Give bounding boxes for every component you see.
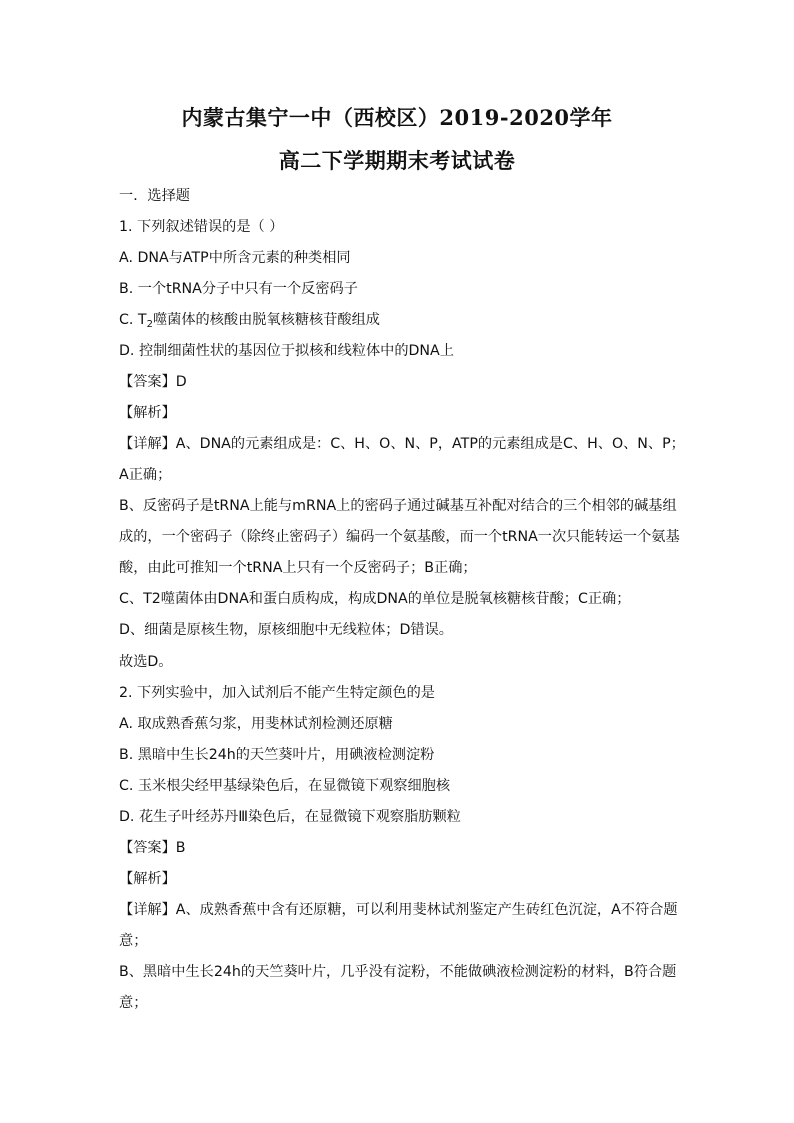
q2-explanation-line: 意； <box>119 995 148 1011</box>
q1-option-a: A. DNA与ATP中所含元素的种类相同 <box>119 250 351 266</box>
q2-option-c: C. 玉米根尖经甲基绿染色后，在显微镜下观察细胞核 <box>119 778 451 794</box>
q1-explanation-line: A正确； <box>119 467 172 483</box>
q1-analysis-heading: 【解析】 <box>119 405 176 421</box>
q2-stem: 2. 下列实验中，加入试剂后不能产生特定颜色的是 <box>119 685 435 701</box>
q1-answer: 【答案】D <box>119 374 187 390</box>
document-subtitle: 高二下学期期末考试试卷 <box>278 148 516 173</box>
q1-option-c-post: 噬菌体的核酸由脱氧核糖核苷酸组成 <box>152 312 380 328</box>
q1-stem: 1. 下列叙述错误的是（ ） <box>119 219 284 235</box>
q2-explanation-line: B、黑暗中生长24h的天竺葵叶片，几乎没有淀粉，不能做碘液检测淀粉的材料，B符合题 <box>119 964 677 980</box>
q1-explanation-line: B、反密码子是tRNA上能与mRNA上的密码子通过碱基互补配对结合的三个相邻的碱基组 <box>119 498 677 514</box>
q1-option-c <box>119 310 679 335</box>
q1-option-c-subscript: 2 <box>146 319 153 330</box>
q1-explanation-line: 成的，一个密码子（除终止密码子）编码一个氨基酸，而一个tRNA一次只能转运一个氨基 <box>119 529 680 545</box>
section-heading: 一．选择题 <box>119 188 190 204</box>
q1-explanation-line: C、T2噬菌体由DNA和蛋白质构成，构成DNA的单位是脱氧核糖核苷酸；C正确； <box>119 591 631 607</box>
q2-option-b: B. 黑暗中生长24h的天竺葵叶片，用碘液检测淀粉 <box>119 747 435 763</box>
q2-answer: 【答案】B <box>119 840 186 856</box>
q2-option-a: A. 取成熟香蕉匀浆，用斐林试剂检测还原糖 <box>119 716 393 732</box>
q2-option-d: D. 花生子叶经苏丹Ⅲ染色后，在显微镜下观察脂肪颗粒 <box>119 809 461 825</box>
q1-option-d: D. 控制细菌性状的基因位于拟核和线粒体中的DNA上 <box>119 343 454 359</box>
q2-analysis-heading: 【解析】 <box>119 871 176 887</box>
q2-explanation-line: 意； <box>119 933 148 949</box>
q1-explanation-line: 酸，由此可推知一个tRNA上只有一个反密码子；B正确； <box>119 560 477 576</box>
q1-option-b: B. 一个tRNA分子中只有一个反密码子 <box>119 281 358 297</box>
q1-option-c-pre: C. T <box>119 312 147 328</box>
q1-conclusion: 故选D。 <box>119 654 173 670</box>
q1-explanation-line: D、细菌是原核生物，原核细胞中无线粒体；D错误。 <box>119 622 453 638</box>
q1-explanation-line: 【详解】A、DNA的元素组成是：C、H、O、N、P，ATP的元素组成是C、H、O、N、P； <box>119 436 685 452</box>
q2-explanation-line: 【详解】A、成熟香蕉中含有还原糖，可以利用斐林试剂鉴定产生砖红色沉淀，A不符合题 <box>119 902 678 918</box>
document-title: 内蒙古集宁一中（西校区）2019-2020学年 <box>181 105 613 130</box>
